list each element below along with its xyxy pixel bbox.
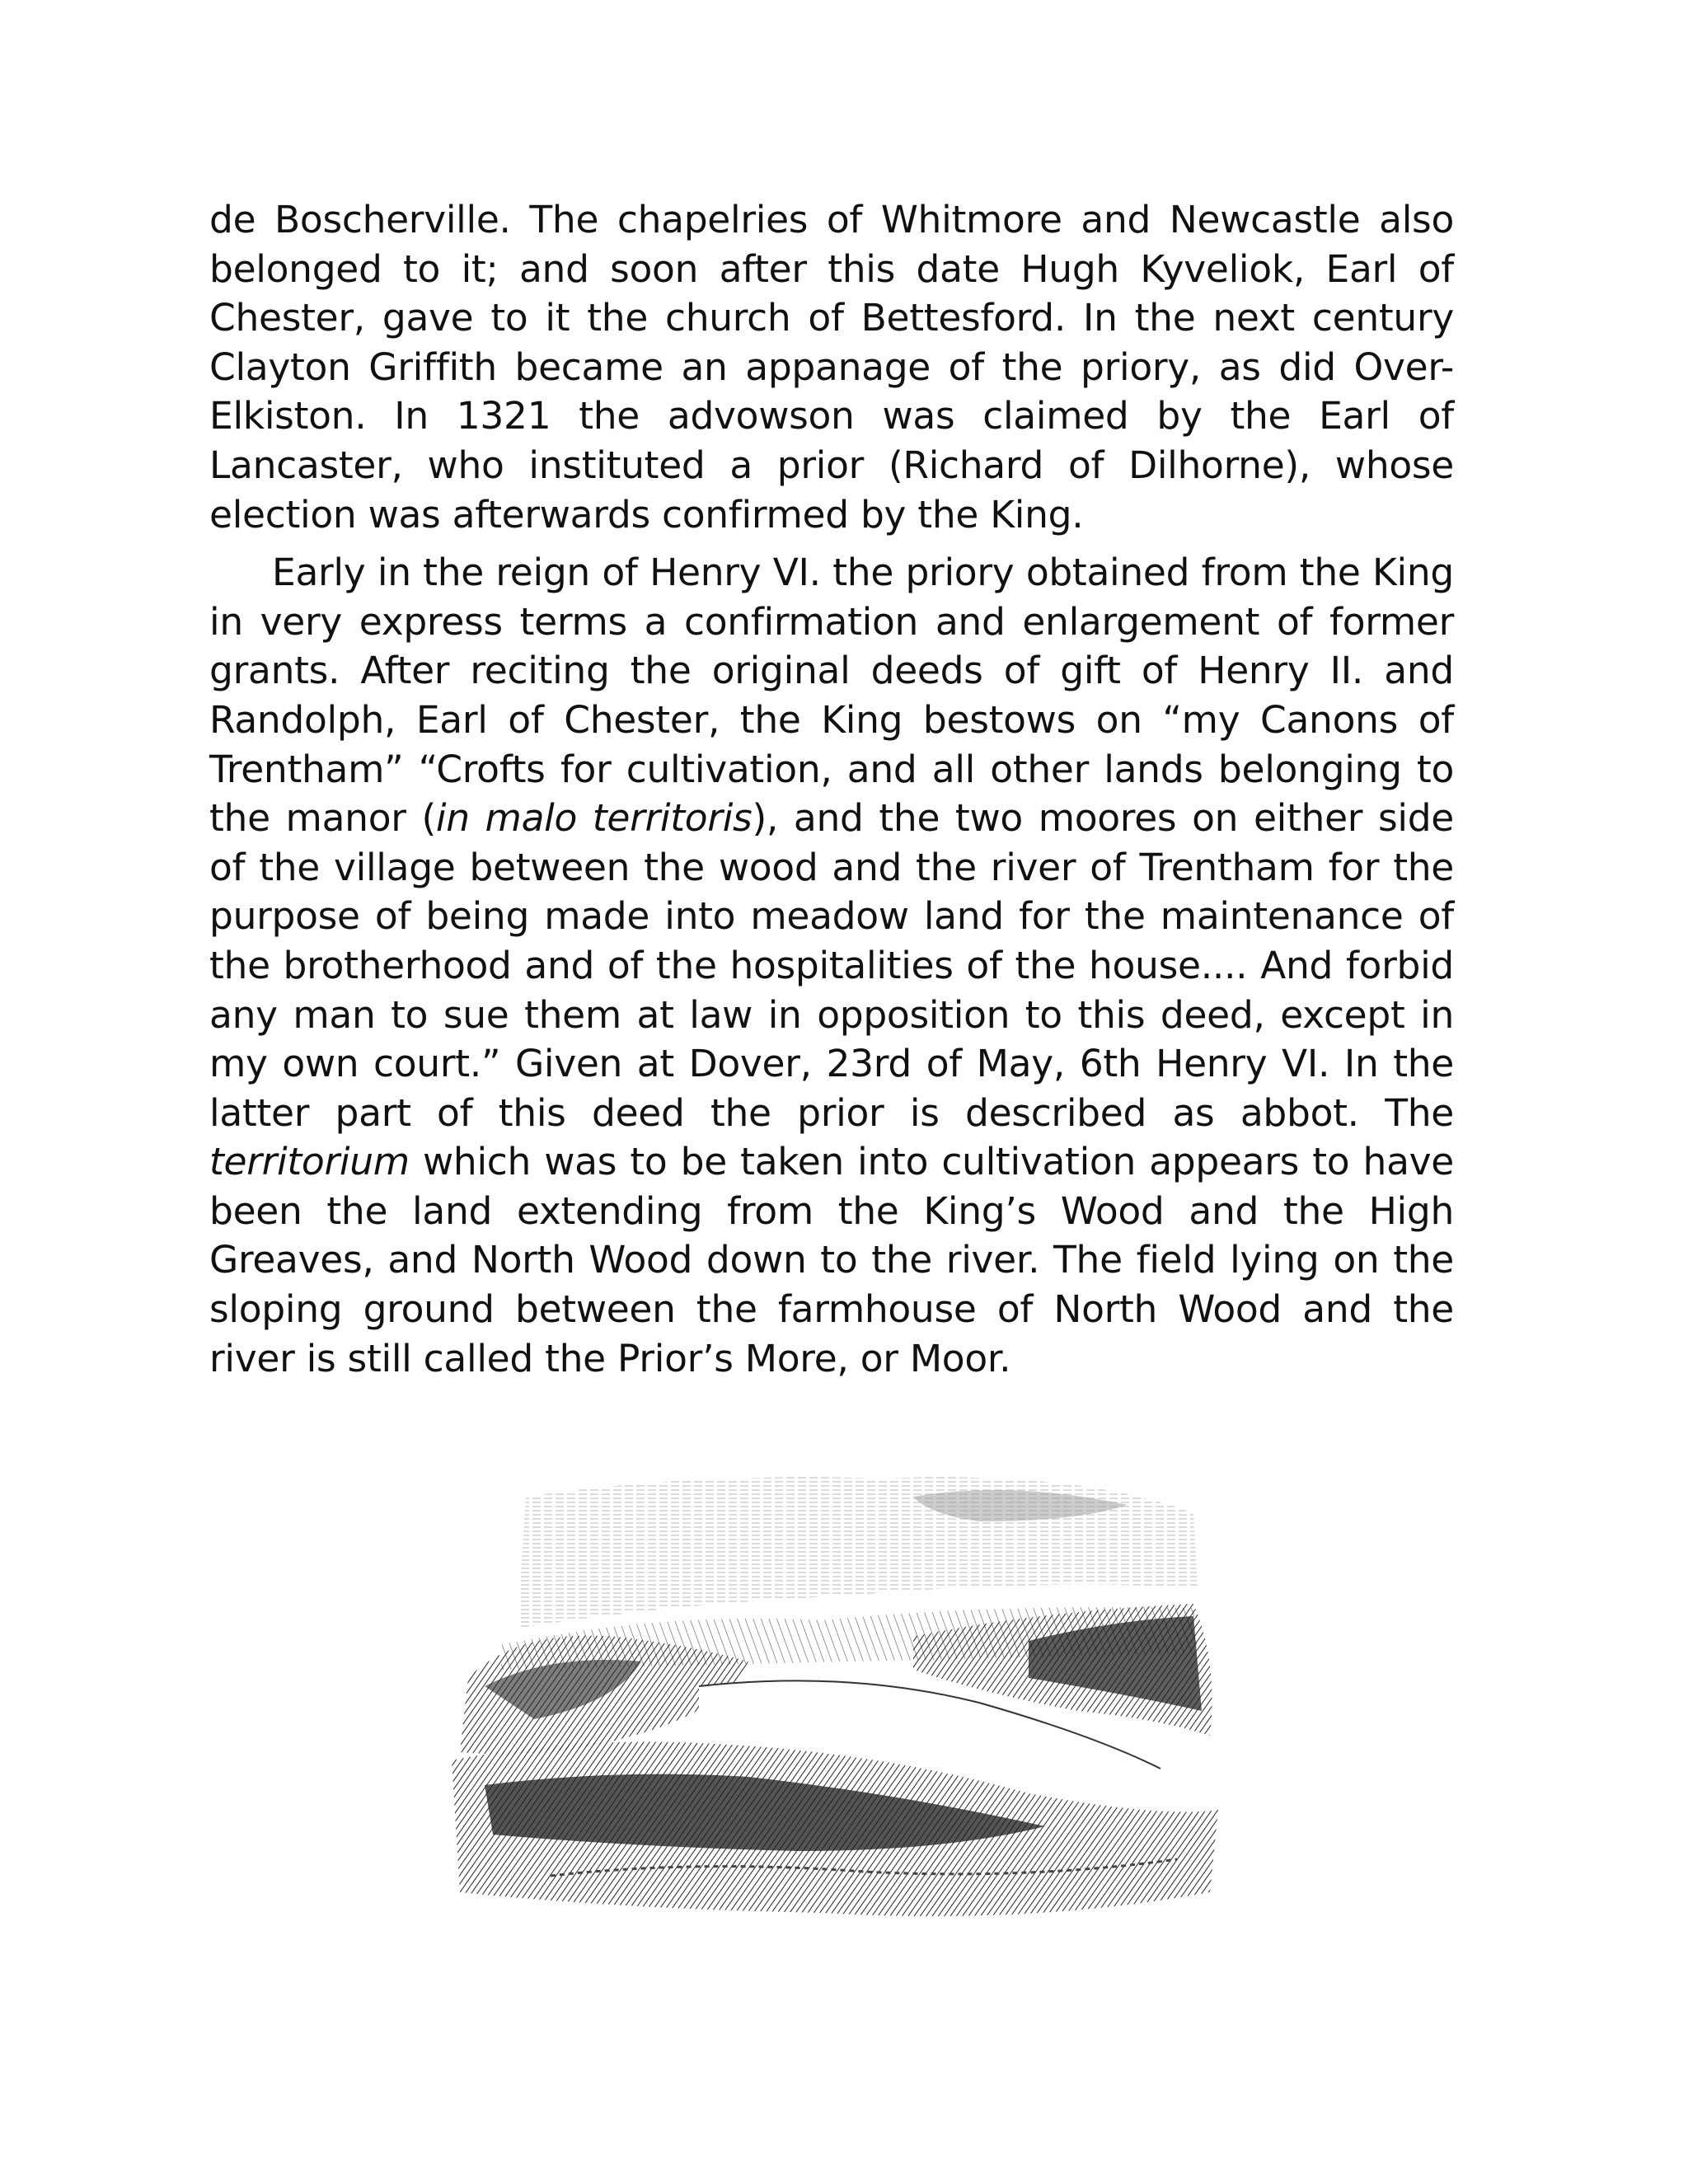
body-text (209, 195, 1454, 1383)
paragraph (209, 548, 1454, 1383)
text-span: which was to be taken into cultivation appears to have been the land extending from the King’s Wood and the High Greaves, and North Wood down to the river. The field lying on the sloping ground between the farmhouse of North Wood and the river is still called the Prior’s More, or Moor. (209, 1140, 1454, 1380)
text-span: ), and the two moores on either side of the village between the wood and the river of Trentham for the purpose of being made into meadow land for the maintenance of the brotherhood and of the hospitalities of the house.... And forbid any man to sue them at law in opposition to this deed, except in my own court.” Given at Dover, 23rd of May, 6th Henry VI. In the latter part of this deed the prior is described as abbot. The (209, 796, 1454, 1135)
paragraph: de Boscherville. The chapelries of Whitmore and Newcastle also belonged to it; and soon after this date Hugh Kyveliok, Earl of Chester, gave to it the church of Bettesford. In the next century Clayton Griffith became an appanage of the priory, as did Over-Elkiston. In 1321 the advowson was claimed by the Earl of Lancaster, who instituted a prior (Richard of Dilhorne), whose election was afterwards confirmed by the King. (209, 198, 1454, 537)
italic-phrase: in malo territoris (435, 796, 753, 841)
landscape-engraving (452, 1464, 1223, 1925)
italic-term: territorium (209, 1140, 410, 1184)
engraving-image (452, 1464, 1223, 1925)
text-span: Early in the reign of Henry VI. the priory obtained from the King in very express terms a confirmation and enlargement of former grants. After reciting the original deeds of gift of Henry II. and Randolph, Earl of Chester, the King bestows on “my Canons of Trentham” “Crofts for cultivation, and all other lands belonging to the manor ( (209, 551, 1454, 841)
